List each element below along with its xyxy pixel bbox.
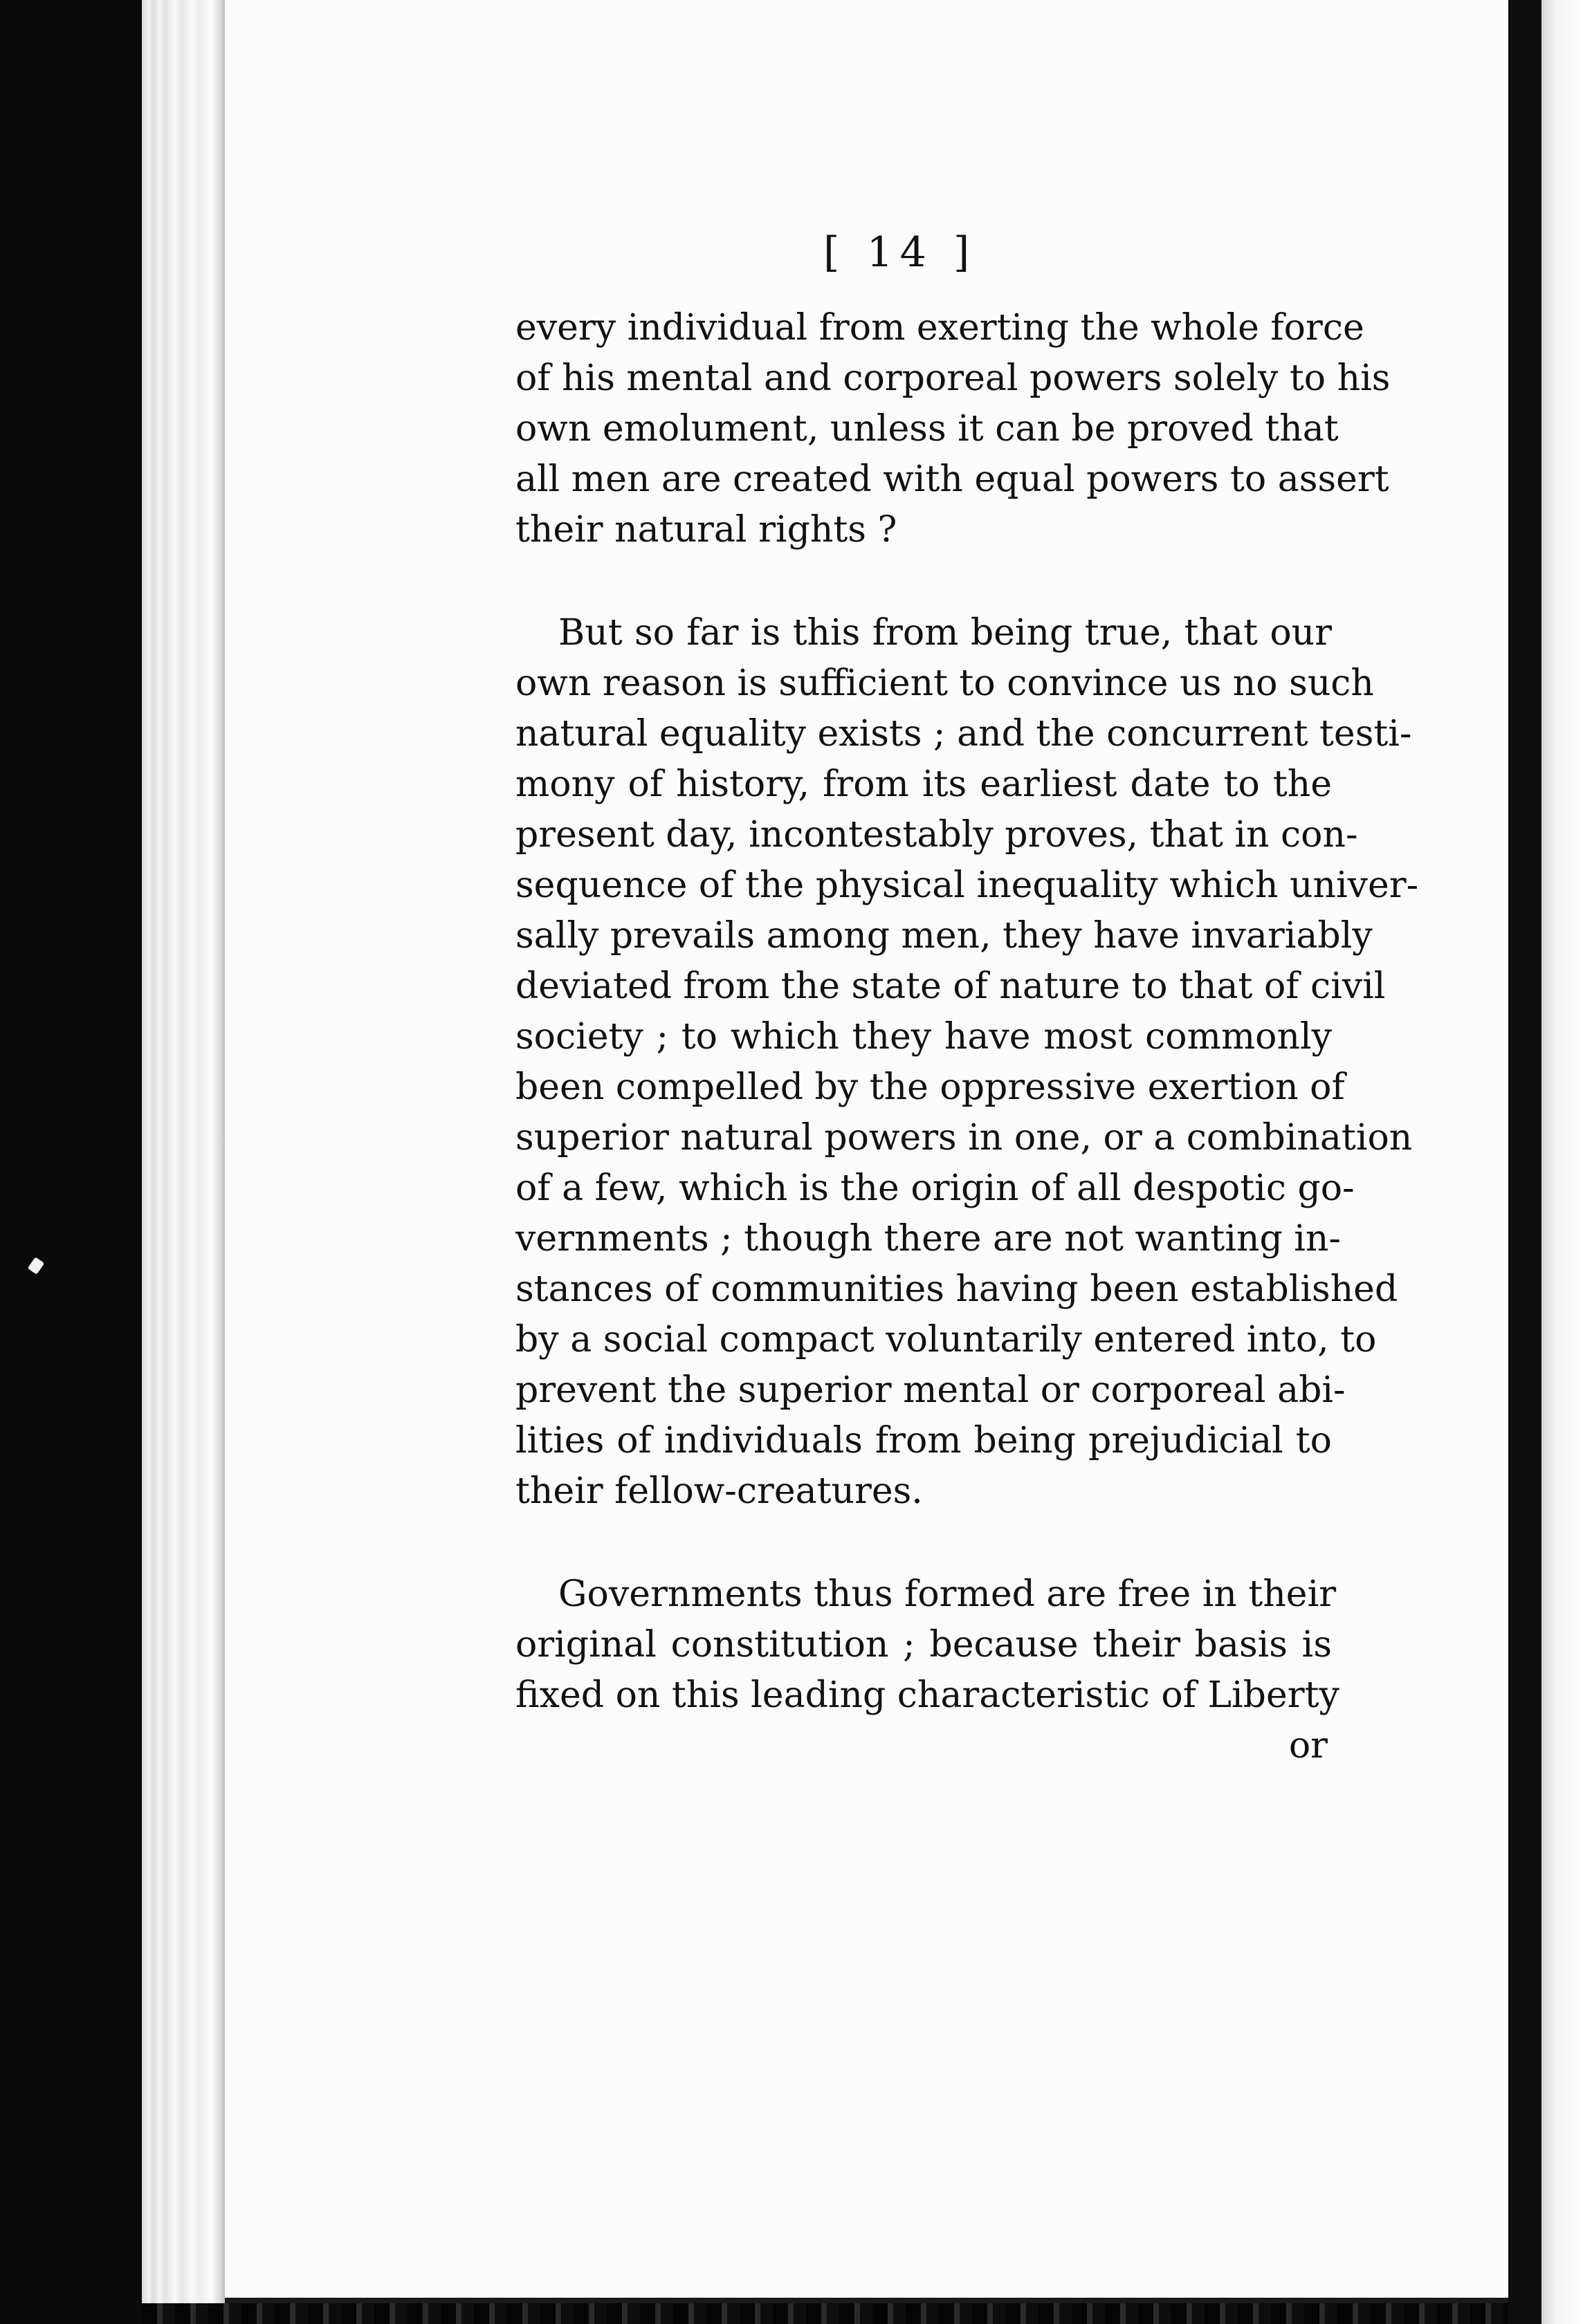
text-line: But so far is this from being true, that our — [558, 612, 1332, 654]
facing-page-edge — [1541, 0, 1583, 2324]
book-gutter — [142, 0, 225, 2310]
text-line: vernments ; though there are not wanting in- — [515, 1218, 1341, 1260]
text-line: of his mental and corporeal powers solely to his — [515, 358, 1391, 399]
catchword: or — [1288, 1725, 1328, 1767]
text-line: stances of communities having been established — [515, 1269, 1398, 1310]
paragraph-2 — [515, 608, 1419, 1517]
text-line: sequence of the physical inequality which univer- — [515, 865, 1419, 906]
text-line: been compelled by the oppressive exertion of — [515, 1067, 1345, 1108]
text-line: Governments thus formed are free in their — [558, 1574, 1337, 1615]
text-line: by a social compact voluntarily entered into, to — [515, 1319, 1377, 1361]
text-line: mony of history, from its earliest date to the — [515, 764, 1332, 805]
page-bottom-edge — [142, 2303, 1508, 2324]
text-line: natural equality exists ; and the concurrent testi- — [515, 713, 1412, 755]
text-line: their fellow-creatures. — [515, 1470, 923, 1512]
text-line: original constitution ; because their basis is — [515, 1624, 1332, 1666]
text-line: society ; to which they have most commonly — [515, 1016, 1332, 1058]
paragraph-3 — [515, 1569, 1339, 1721]
paragraph-gap — [515, 1517, 1332, 1569]
text-line: superior natural powers in one, or a combination — [515, 1117, 1413, 1159]
text-line: prevent the superior mental or corporeal abi- — [515, 1370, 1346, 1411]
text-line: present day, incontestably proves, that in con- — [515, 814, 1358, 856]
text-line: of a few, which is the origin of all despotic go- — [515, 1168, 1355, 1209]
text-line: their natural rights ? — [515, 509, 897, 551]
text-line: sally prevails among men, they have invariably — [515, 915, 1373, 957]
scan-speck — [28, 1257, 45, 1275]
running-head: [ 14 ] — [823, 228, 977, 277]
text-line: own reason is sufficient to convince us no such — [515, 663, 1374, 704]
scan-left-border — [0, 0, 142, 2324]
scan-right-border — [1508, 0, 1541, 2324]
body-text — [515, 303, 1419, 1771]
text-line: every individual from exerting the whole force — [515, 307, 1364, 349]
paragraph-gap — [515, 555, 1332, 608]
text-line: deviated from the state of nature to that of civil — [515, 966, 1386, 1007]
text-line: own emolument, unless it can be proved that — [515, 408, 1339, 450]
text-line: fixed on this leading characteristic of Liberty — [515, 1675, 1339, 1716]
paragraph-1 — [515, 303, 1391, 555]
text-line: lities of individuals from being prejudicial to — [515, 1420, 1332, 1461]
text-line: all men are created with equal powers to assert — [515, 459, 1389, 500]
